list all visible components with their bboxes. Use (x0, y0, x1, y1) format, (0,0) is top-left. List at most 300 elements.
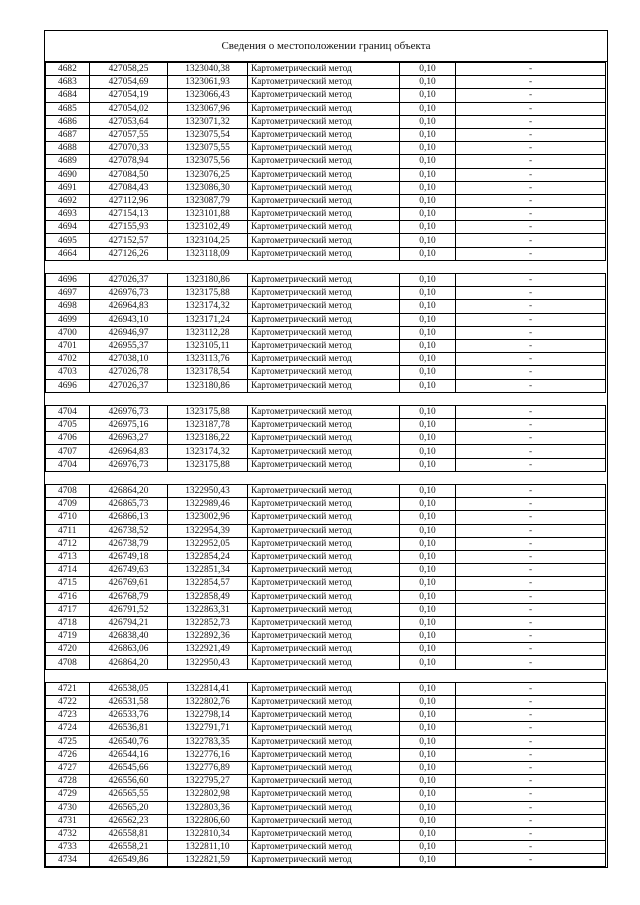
table-row (46, 128, 606, 141)
description-cell: - (456, 788, 606, 801)
point-number-cell: 4702 (46, 353, 90, 366)
method-cell: Картометрический метод (248, 353, 400, 366)
accuracy-cell: 0,10 (400, 234, 456, 247)
y-coordinate-cell: 1323171,24 (168, 313, 248, 326)
accuracy-cell: 0,10 (400, 458, 456, 471)
y-coordinate-cell: 1322863,31 (168, 603, 248, 616)
accuracy-cell: 0,10 (400, 485, 456, 498)
x-coordinate-cell: 426738,79 (90, 537, 168, 550)
x-coordinate-cell: 427053,64 (90, 115, 168, 128)
method-cell: Картометрический метод (248, 142, 400, 155)
description-cell: - (456, 234, 606, 247)
table-row (46, 458, 606, 471)
table-row (46, 735, 606, 748)
point-number-cell: 4712 (46, 537, 90, 550)
method-cell: Картометрический метод (248, 432, 400, 445)
description-cell: - (456, 458, 606, 471)
description-cell: - (456, 142, 606, 155)
x-coordinate-cell: 426955,37 (90, 339, 168, 352)
y-coordinate-cell: 1323174,32 (168, 300, 248, 313)
y-coordinate-cell: 1323101,88 (168, 208, 248, 221)
point-number-cell: 4734 (46, 854, 90, 867)
description-cell: - (456, 366, 606, 379)
method-cell: Картометрический метод (248, 643, 400, 656)
table-row (46, 366, 606, 379)
y-coordinate-cell: 1323175,88 (168, 287, 248, 300)
accuracy-cell: 0,10 (400, 432, 456, 445)
description-cell: - (456, 326, 606, 339)
accuracy-cell: 0,10 (400, 682, 456, 695)
description-cell: - (456, 550, 606, 563)
x-coordinate-cell: 426738,52 (90, 524, 168, 537)
method-cell: Картометрический метод (248, 577, 400, 590)
y-coordinate-cell: 1322811,10 (168, 841, 248, 854)
x-coordinate-cell: 426964,83 (90, 445, 168, 458)
y-coordinate-cell: 1323118,09 (168, 247, 248, 260)
method-cell: Картометрический метод (248, 234, 400, 247)
y-coordinate-cell: 1322810,34 (168, 827, 248, 840)
method-cell: Картометрический метод (248, 498, 400, 511)
method-cell: Картометрический метод (248, 709, 400, 722)
table-row (46, 603, 606, 616)
point-number-cell: 4691 (46, 181, 90, 194)
point-number-cell: 4683 (46, 76, 90, 89)
x-coordinate-cell: 426769,61 (90, 577, 168, 590)
point-number-cell: 4664 (46, 247, 90, 260)
method-cell: Картометрический метод (248, 326, 400, 339)
accuracy-cell: 0,10 (400, 168, 456, 181)
group-separator-row (46, 471, 606, 484)
x-coordinate-cell: 426562,23 (90, 814, 168, 827)
method-cell: Картометрический метод (248, 761, 400, 774)
method-cell: Картометрический метод (248, 366, 400, 379)
description-cell: - (456, 353, 606, 366)
x-coordinate-cell: 426838,40 (90, 630, 168, 643)
table-row (46, 616, 606, 629)
point-number-cell: 4700 (46, 326, 90, 339)
method-cell: Картометрический метод (248, 590, 400, 603)
x-coordinate-cell: 426533,76 (90, 709, 168, 722)
method-cell: Картометрический метод (248, 405, 400, 418)
x-coordinate-cell: 426536,81 (90, 722, 168, 735)
accuracy-cell: 0,10 (400, 854, 456, 867)
table-row (46, 63, 606, 76)
point-number-cell: 4706 (46, 432, 90, 445)
separator-cell (46, 669, 606, 682)
point-number-cell: 4698 (46, 300, 90, 313)
accuracy-cell: 0,10 (400, 656, 456, 669)
description-cell: - (456, 208, 606, 221)
point-number-cell: 4690 (46, 168, 90, 181)
table-row (46, 643, 606, 656)
y-coordinate-cell: 1322854,24 (168, 550, 248, 563)
accuracy-cell: 0,10 (400, 735, 456, 748)
method-cell: Картометрический метод (248, 603, 400, 616)
x-coordinate-cell: 426538,05 (90, 682, 168, 695)
y-coordinate-cell: 1322798,14 (168, 709, 248, 722)
accuracy-cell: 0,10 (400, 788, 456, 801)
y-coordinate-cell: 1323066,43 (168, 89, 248, 102)
method-cell: Картометрический метод (248, 102, 400, 115)
y-coordinate-cell: 1322892,36 (168, 630, 248, 643)
point-number-cell: 4720 (46, 643, 90, 656)
accuracy-cell: 0,10 (400, 339, 456, 352)
table-row (46, 208, 606, 221)
point-number-cell: 4686 (46, 115, 90, 128)
method-cell: Картометрический метод (248, 564, 400, 577)
point-number-cell: 4696 (46, 379, 90, 392)
point-number-cell: 4724 (46, 722, 90, 735)
description-cell: - (456, 616, 606, 629)
method-cell: Картометрический метод (248, 524, 400, 537)
accuracy-cell: 0,10 (400, 366, 456, 379)
method-cell: Картометрический метод (248, 537, 400, 550)
x-coordinate-cell: 427152,57 (90, 234, 168, 247)
point-number-cell: 4727 (46, 761, 90, 774)
x-coordinate-cell: 427054,69 (90, 76, 168, 89)
y-coordinate-cell: 1323040,38 (168, 63, 248, 76)
method-cell: Картометрический метод (248, 550, 400, 563)
table-row (46, 801, 606, 814)
y-coordinate-cell: 1323178,54 (168, 366, 248, 379)
y-coordinate-cell: 1322795,27 (168, 775, 248, 788)
method-cell: Картометрический метод (248, 155, 400, 168)
point-number-cell: 4731 (46, 814, 90, 827)
table-row (46, 313, 606, 326)
method-cell: Картометрический метод (248, 788, 400, 801)
description-cell: - (456, 761, 606, 774)
accuracy-cell: 0,10 (400, 247, 456, 260)
table-row (46, 630, 606, 643)
accuracy-cell: 0,10 (400, 775, 456, 788)
x-coordinate-cell: 426863,06 (90, 643, 168, 656)
point-number-cell: 4715 (46, 577, 90, 590)
method-cell: Картометрический метод (248, 801, 400, 814)
accuracy-cell: 0,10 (400, 616, 456, 629)
x-coordinate-cell: 426976,73 (90, 287, 168, 300)
table-row (46, 564, 606, 577)
table-row (46, 577, 606, 590)
method-cell: Картометрический метод (248, 194, 400, 207)
description-cell: - (456, 564, 606, 577)
description-cell: - (456, 801, 606, 814)
description-cell: - (456, 89, 606, 102)
description-cell: - (456, 485, 606, 498)
method-cell: Картометрический метод (248, 630, 400, 643)
table-row (46, 181, 606, 194)
accuracy-cell: 0,10 (400, 748, 456, 761)
table-row (46, 405, 606, 418)
method-cell: Картометрический метод (248, 682, 400, 695)
accuracy-cell: 0,10 (400, 696, 456, 709)
description-cell: - (456, 841, 606, 854)
method-cell: Картометрический метод (248, 221, 400, 234)
description-cell: - (456, 445, 606, 458)
table-row (46, 445, 606, 458)
accuracy-cell: 0,10 (400, 379, 456, 392)
table-row (46, 247, 606, 260)
accuracy-cell: 0,10 (400, 287, 456, 300)
accuracy-cell: 0,10 (400, 550, 456, 563)
description-cell: - (456, 221, 606, 234)
separator-cell (46, 392, 606, 405)
group-separator-row (46, 669, 606, 682)
table-row (46, 287, 606, 300)
method-cell: Картометрический метод (248, 748, 400, 761)
accuracy-cell: 0,10 (400, 564, 456, 577)
description-cell: - (456, 682, 606, 695)
method-cell: Картометрический метод (248, 722, 400, 735)
table-row (46, 748, 606, 761)
description-cell: - (456, 76, 606, 89)
point-number-cell: 4687 (46, 128, 90, 141)
point-number-cell: 4697 (46, 287, 90, 300)
description-cell: - (456, 432, 606, 445)
table-row (46, 722, 606, 735)
y-coordinate-cell: 1322954,39 (168, 524, 248, 537)
point-number-cell: 4685 (46, 102, 90, 115)
table-row (46, 485, 606, 498)
table-title: Сведения о местоположении границ объекта (45, 31, 607, 62)
point-number-cell: 4699 (46, 313, 90, 326)
description-cell: - (456, 524, 606, 537)
x-coordinate-cell: 426791,52 (90, 603, 168, 616)
accuracy-cell: 0,10 (400, 524, 456, 537)
point-number-cell: 4723 (46, 709, 90, 722)
y-coordinate-cell: 1323180,86 (168, 274, 248, 287)
point-number-cell: 4705 (46, 419, 90, 432)
y-coordinate-cell: 1323075,54 (168, 128, 248, 141)
method-cell: Картометрический метод (248, 854, 400, 867)
point-number-cell: 4688 (46, 142, 90, 155)
accuracy-cell: 0,10 (400, 128, 456, 141)
y-coordinate-cell: 1322776,16 (168, 748, 248, 761)
table-row (46, 682, 606, 695)
x-coordinate-cell: 427084,50 (90, 168, 168, 181)
accuracy-cell: 0,10 (400, 405, 456, 418)
description-cell: - (456, 656, 606, 669)
point-number-cell: 4721 (46, 682, 90, 695)
table-row (46, 511, 606, 524)
accuracy-cell: 0,10 (400, 722, 456, 735)
description-cell: - (456, 181, 606, 194)
accuracy-cell: 0,10 (400, 801, 456, 814)
accuracy-cell: 0,10 (400, 419, 456, 432)
x-coordinate-cell: 426565,55 (90, 788, 168, 801)
method-cell: Картометрический метод (248, 379, 400, 392)
x-coordinate-cell: 427054,19 (90, 89, 168, 102)
description-cell: - (456, 696, 606, 709)
accuracy-cell: 0,10 (400, 827, 456, 840)
x-coordinate-cell: 426545,66 (90, 761, 168, 774)
x-coordinate-cell: 426749,18 (90, 550, 168, 563)
point-number-cell: 4704 (46, 405, 90, 418)
x-coordinate-cell: 426946,97 (90, 326, 168, 339)
accuracy-cell: 0,10 (400, 590, 456, 603)
y-coordinate-cell: 1322802,98 (168, 788, 248, 801)
y-coordinate-cell: 1323105,11 (168, 339, 248, 352)
table-row (46, 814, 606, 827)
y-coordinate-cell: 1322952,05 (168, 537, 248, 550)
x-coordinate-cell: 427058,25 (90, 63, 168, 76)
y-coordinate-cell: 1322950,43 (168, 485, 248, 498)
description-cell: - (456, 274, 606, 287)
point-number-cell: 4716 (46, 590, 90, 603)
description-cell: - (456, 748, 606, 761)
method-cell: Картометрический метод (248, 181, 400, 194)
method-cell: Картометрический метод (248, 775, 400, 788)
point-number-cell: 4713 (46, 550, 90, 563)
x-coordinate-cell: 426964,83 (90, 300, 168, 313)
description-cell: - (456, 379, 606, 392)
point-number-cell: 4707 (46, 445, 90, 458)
description-cell: - (456, 854, 606, 867)
table-row (46, 696, 606, 709)
y-coordinate-cell: 1323075,56 (168, 155, 248, 168)
accuracy-cell: 0,10 (400, 63, 456, 76)
point-number-cell: 4709 (46, 498, 90, 511)
x-coordinate-cell: 426531,58 (90, 696, 168, 709)
x-coordinate-cell: 427026,78 (90, 366, 168, 379)
table-row (46, 709, 606, 722)
y-coordinate-cell: 1323102,49 (168, 221, 248, 234)
x-coordinate-cell: 427070,33 (90, 142, 168, 155)
description-cell: - (456, 128, 606, 141)
x-coordinate-cell: 426864,20 (90, 485, 168, 498)
x-coordinate-cell: 427078,94 (90, 155, 168, 168)
description-cell: - (456, 603, 606, 616)
description-cell: - (456, 814, 606, 827)
description-cell: - (456, 247, 606, 260)
accuracy-cell: 0,10 (400, 89, 456, 102)
description-cell: - (456, 735, 606, 748)
description-cell: - (456, 115, 606, 128)
table-row (46, 590, 606, 603)
table-row (46, 841, 606, 854)
x-coordinate-cell: 426976,73 (90, 405, 168, 418)
description-cell: - (456, 419, 606, 432)
x-coordinate-cell: 426540,76 (90, 735, 168, 748)
y-coordinate-cell: 1322776,89 (168, 761, 248, 774)
y-coordinate-cell: 1323186,22 (168, 432, 248, 445)
point-number-cell: 4729 (46, 788, 90, 801)
point-number-cell: 4695 (46, 234, 90, 247)
point-number-cell: 4689 (46, 155, 90, 168)
point-number-cell: 4725 (46, 735, 90, 748)
accuracy-cell: 0,10 (400, 221, 456, 234)
method-cell: Картометрический метод (248, 247, 400, 260)
accuracy-cell: 0,10 (400, 208, 456, 221)
description-cell: - (456, 709, 606, 722)
point-number-cell: 4708 (46, 485, 90, 498)
accuracy-cell: 0,10 (400, 630, 456, 643)
y-coordinate-cell: 1322806,60 (168, 814, 248, 827)
accuracy-cell: 0,10 (400, 142, 456, 155)
accuracy-cell: 0,10 (400, 841, 456, 854)
table-row (46, 550, 606, 563)
x-coordinate-cell: 426864,20 (90, 656, 168, 669)
accuracy-cell: 0,10 (400, 603, 456, 616)
point-number-cell: 4696 (46, 274, 90, 287)
method-cell: Картометрический метод (248, 63, 400, 76)
method-cell: Картометрический метод (248, 300, 400, 313)
x-coordinate-cell: 427054,02 (90, 102, 168, 115)
point-number-cell: 4694 (46, 221, 90, 234)
table-row (46, 827, 606, 840)
y-coordinate-cell: 1322803,36 (168, 801, 248, 814)
point-number-cell: 4710 (46, 511, 90, 524)
table-row (46, 432, 606, 445)
x-coordinate-cell: 426866,13 (90, 511, 168, 524)
point-number-cell: 4708 (46, 656, 90, 669)
point-number-cell: 4726 (46, 748, 90, 761)
x-coordinate-cell: 426749,63 (90, 564, 168, 577)
accuracy-cell: 0,10 (400, 274, 456, 287)
accuracy-cell: 0,10 (400, 814, 456, 827)
accuracy-cell: 0,10 (400, 326, 456, 339)
x-coordinate-cell: 427112,96 (90, 194, 168, 207)
table-row (46, 775, 606, 788)
accuracy-cell: 0,10 (400, 537, 456, 550)
point-number-cell: 4692 (46, 194, 90, 207)
y-coordinate-cell: 1322852,73 (168, 616, 248, 629)
y-coordinate-cell: 1322921,49 (168, 643, 248, 656)
table-row (46, 353, 606, 366)
method-cell: Картометрический метод (248, 313, 400, 326)
method-cell: Картометрический метод (248, 814, 400, 827)
table-row (46, 89, 606, 102)
description-cell: - (456, 498, 606, 511)
point-number-cell: 4722 (46, 696, 90, 709)
description-cell: - (456, 102, 606, 115)
y-coordinate-cell: 1322989,46 (168, 498, 248, 511)
accuracy-cell: 0,10 (400, 353, 456, 366)
table-row (46, 379, 606, 392)
description-cell: - (456, 722, 606, 735)
y-coordinate-cell: 1322802,76 (168, 696, 248, 709)
point-number-cell: 4732 (46, 827, 90, 840)
point-number-cell: 4682 (46, 63, 90, 76)
y-coordinate-cell: 1323112,28 (168, 326, 248, 339)
x-coordinate-cell: 427155,93 (90, 221, 168, 234)
y-coordinate-cell: 1323113,76 (168, 353, 248, 366)
x-coordinate-cell: 427154,13 (90, 208, 168, 221)
x-coordinate-cell: 427026,37 (90, 274, 168, 287)
point-number-cell: 4730 (46, 801, 90, 814)
y-coordinate-cell: 1323002,96 (168, 511, 248, 524)
x-coordinate-cell: 426544,16 (90, 748, 168, 761)
point-number-cell: 4733 (46, 841, 90, 854)
table-row (46, 155, 606, 168)
method-cell: Картометрический метод (248, 656, 400, 669)
y-coordinate-cell: 1322858,49 (168, 590, 248, 603)
y-coordinate-cell: 1323187,78 (168, 419, 248, 432)
table-row (46, 326, 606, 339)
table-row (46, 168, 606, 181)
y-coordinate-cell: 1323061,93 (168, 76, 248, 89)
x-coordinate-cell: 426768,79 (90, 590, 168, 603)
separator-cell (46, 260, 606, 273)
description-cell: - (456, 168, 606, 181)
description-cell: - (456, 775, 606, 788)
x-coordinate-cell: 426794,21 (90, 616, 168, 629)
x-coordinate-cell: 426975,16 (90, 419, 168, 432)
x-coordinate-cell: 427026,37 (90, 379, 168, 392)
method-cell: Картометрический метод (248, 827, 400, 840)
method-cell: Картометрический метод (248, 445, 400, 458)
y-coordinate-cell: 1322814,41 (168, 682, 248, 695)
table-row (46, 115, 606, 128)
